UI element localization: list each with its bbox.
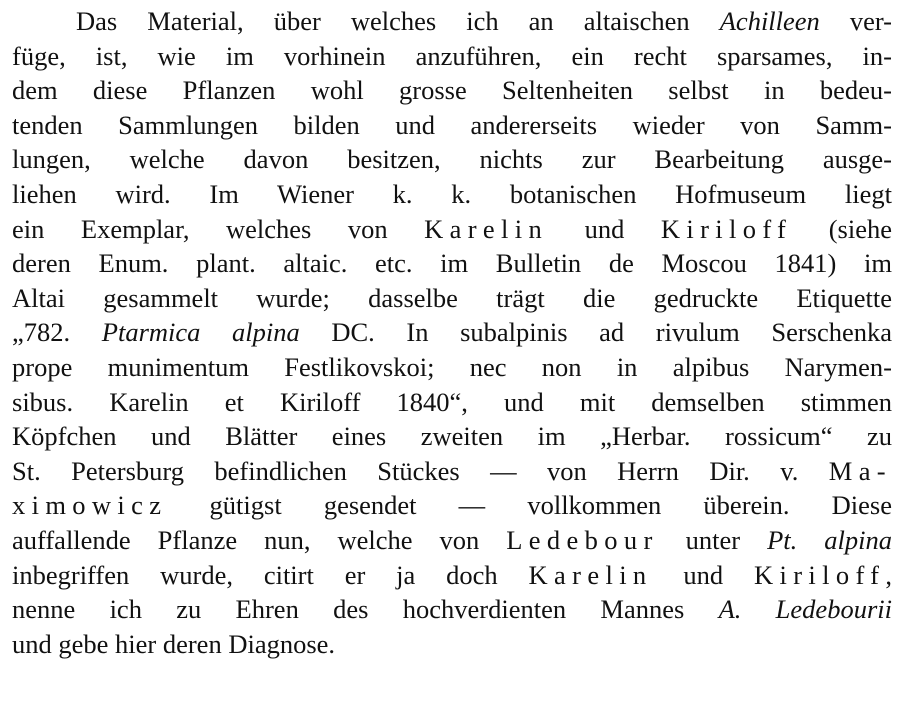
text-run: prope munimentum Festlikovskoi; nec non in alpibus Narymen- bbox=[12, 351, 892, 382]
text-line bbox=[12, 592, 892, 627]
spaced-name: Karelin bbox=[528, 559, 653, 590]
text-line bbox=[12, 108, 892, 143]
text-line bbox=[12, 523, 892, 558]
text-line bbox=[12, 385, 892, 420]
text-line bbox=[12, 177, 892, 212]
text-run: dem diese Pflanzen wohl grosse Seltenheiten selbst in bedeu- bbox=[12, 75, 892, 106]
text-line bbox=[12, 281, 892, 316]
text-run: ver- bbox=[819, 6, 892, 36]
text-run: St. Petersburg befindlichen Stückes — von Herrn Dir. v. bbox=[12, 455, 829, 486]
body-paragraph bbox=[12, 4, 892, 661]
spaced-name: Ledebour bbox=[506, 524, 659, 555]
text-line bbox=[12, 39, 892, 74]
text-run: (siehe bbox=[792, 213, 893, 244]
text-run: , bbox=[885, 559, 892, 590]
text-run: DC. In subalpinis ad rivulum Serschenka bbox=[299, 317, 892, 348]
text-run: unter bbox=[658, 524, 768, 555]
text-run: Köpfchen und Blätter eines zweiten im „Herbar. rossicum“ zu bbox=[12, 421, 892, 452]
text-run: und bbox=[548, 213, 661, 244]
text-line bbox=[12, 350, 892, 385]
text-run: liehen wird. Im Wiener k. k. botanischen Hofmuseum liegt bbox=[12, 178, 892, 209]
text-run: tenden Sammlungen bilden und andererseits wieder von Samm- bbox=[12, 109, 892, 140]
text-run: Das Material, über welches ich an altaischen bbox=[76, 6, 720, 36]
text-line bbox=[12, 246, 892, 281]
text-line bbox=[12, 627, 892, 662]
text-line bbox=[12, 315, 892, 350]
spaced-name: Kiriloff bbox=[754, 559, 886, 590]
text-run: nenne ich zu Ehren des hochverdienten Mannes bbox=[12, 594, 719, 625]
text-line bbox=[12, 142, 892, 177]
italic-text: Pt. alpina bbox=[767, 524, 892, 555]
text-line bbox=[12, 558, 892, 593]
text-line bbox=[12, 73, 892, 108]
text-run: sibus. Karelin et Kiriloff 1840“, und mit demselben stimmen bbox=[12, 386, 892, 417]
text-line bbox=[12, 212, 892, 247]
printed-page bbox=[12, 4, 892, 704]
italic-text: Achilleen bbox=[719, 6, 820, 36]
text-run: deren Enum. plant. altaic. etc. im Bulletin de Moscou 1841) im bbox=[12, 248, 892, 279]
text-line bbox=[12, 419, 892, 454]
text-run: Altai gesammelt wurde; dasselbe trägt die gedruckte Etiquette bbox=[12, 282, 892, 313]
text-run: auffallende Pflanze nun, welche von bbox=[12, 524, 507, 555]
text-line bbox=[12, 4, 892, 39]
italic-text: A. Ledebourii bbox=[718, 594, 892, 625]
text-line bbox=[12, 488, 892, 523]
text-run: „782. bbox=[12, 317, 102, 348]
spaced-name: Karelin bbox=[424, 213, 549, 244]
spaced-name: Ma- bbox=[828, 455, 892, 486]
text-run: füge, ist, wie im vorhinein anzuführen, ein recht sparsames, in- bbox=[12, 40, 892, 71]
text-run: ein Exemplar, welches von bbox=[12, 213, 425, 244]
spaced-name: Kiriloff bbox=[660, 213, 793, 244]
spaced-name: ximowicz bbox=[12, 490, 168, 521]
text-run: und bbox=[652, 559, 755, 590]
text-run: und gebe hier deren Diagnose. bbox=[12, 628, 336, 659]
text-run: gütigst gesendet — vollkommen überein. Diese bbox=[167, 490, 892, 521]
text-run: lungen, welche davon besitzen, nichts zur Bearbeitung ausge- bbox=[12, 144, 892, 175]
italic-text: Ptarmica alpina bbox=[101, 317, 300, 348]
text-line bbox=[12, 454, 892, 489]
text-run: inbegriffen wurde, citirt er ja doch bbox=[12, 559, 529, 590]
